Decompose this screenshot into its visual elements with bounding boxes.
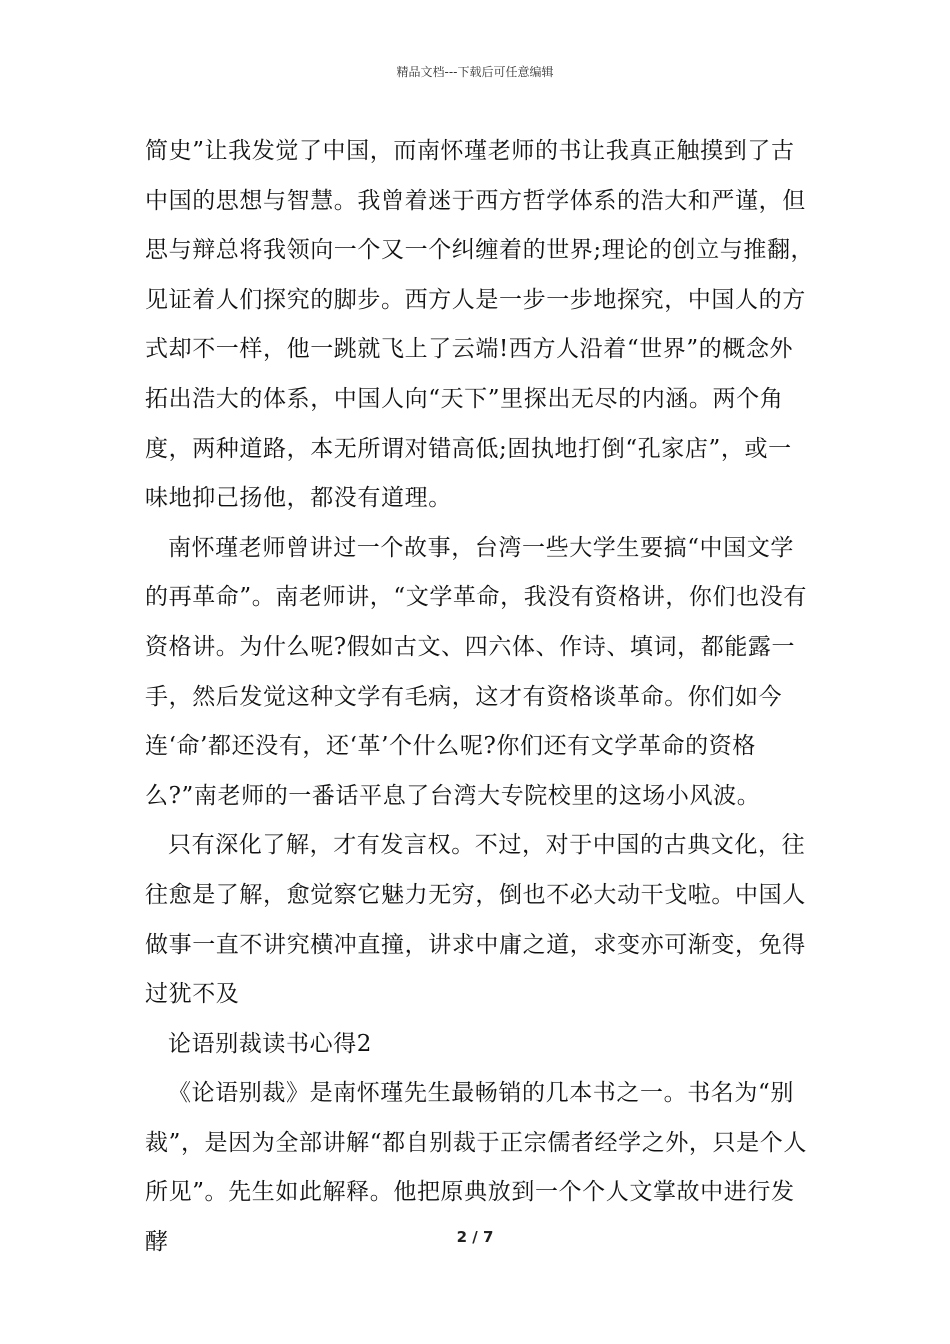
page-number [0,1228,950,1246]
document-body [145,127,815,1268]
page-header: 精品文档---下载后可任意编辑 [396,65,554,79]
paragraph-continuation: 简史”让我发觉了中国，而南怀瑾老师的书让我真正触摸到了古中国的思想与智慧。我曾着迷于西方哲学体系的浩大和严谨，但思与辩总将我领向一个又一个纠缠着的世界;理论的创立与推翻，见证着人们探究的脚步。西方人是一步一步地探究，中国人的方式却不一样，他一跳就飞上了云端!西方人沿着“世界”的概念外拓出浩大的体系，中国人向“天下”里探出无尽的内涵。两个角度，两种道路，本无所谓对错高低;固执地打倒“孔家店”，或一味地抑己扬他，都没有道理。 [145,138,815,512]
page-current: 2 [456,1228,468,1246]
page-total: 7 [482,1228,494,1246]
page-separator: / [472,1228,478,1246]
paragraph-story: 南怀瑾老师曾讲过一个故事，台湾一些大学生要搞“中国文学的再革命”。南老师讲，“文学革命，我没有资格讲，你们也没有资格讲。为什么呢?假如古文、四六体、作诗、填词，都能露一手，然后发觉这种文学有毛病，这才有资格谈革命。你们如今连‘命’都还没有，还‘革’个什么呢?你们还有文学革命的资格么?”南老师的一番话平息了台湾大专院校里的这场小风波。 [145,534,807,809]
section-heading: 论语别裁读书心得2 [168,1030,373,1057]
paragraph-book-intro: 《论语别裁》是南怀瑾先生最畅销的几本书之一。书名为“别裁”，是因为全部讲解“都自别裁于正宗儒者经学之外，只是个人所见”。先生如此解释。他把原典放到一个个人文掌故中进行发酵 [145,1080,807,1256]
paragraph-understanding: 只有深化了解，才有发言权。不过，对于中国的古典文化，往往愈是了解，愈觉察它魅力无穷，倒也不必大动干戈啦。中国人做事一直不讲究横冲直撞，讲求中庸之道，求变亦可渐变，免得过犹不及 [145,832,806,1008]
